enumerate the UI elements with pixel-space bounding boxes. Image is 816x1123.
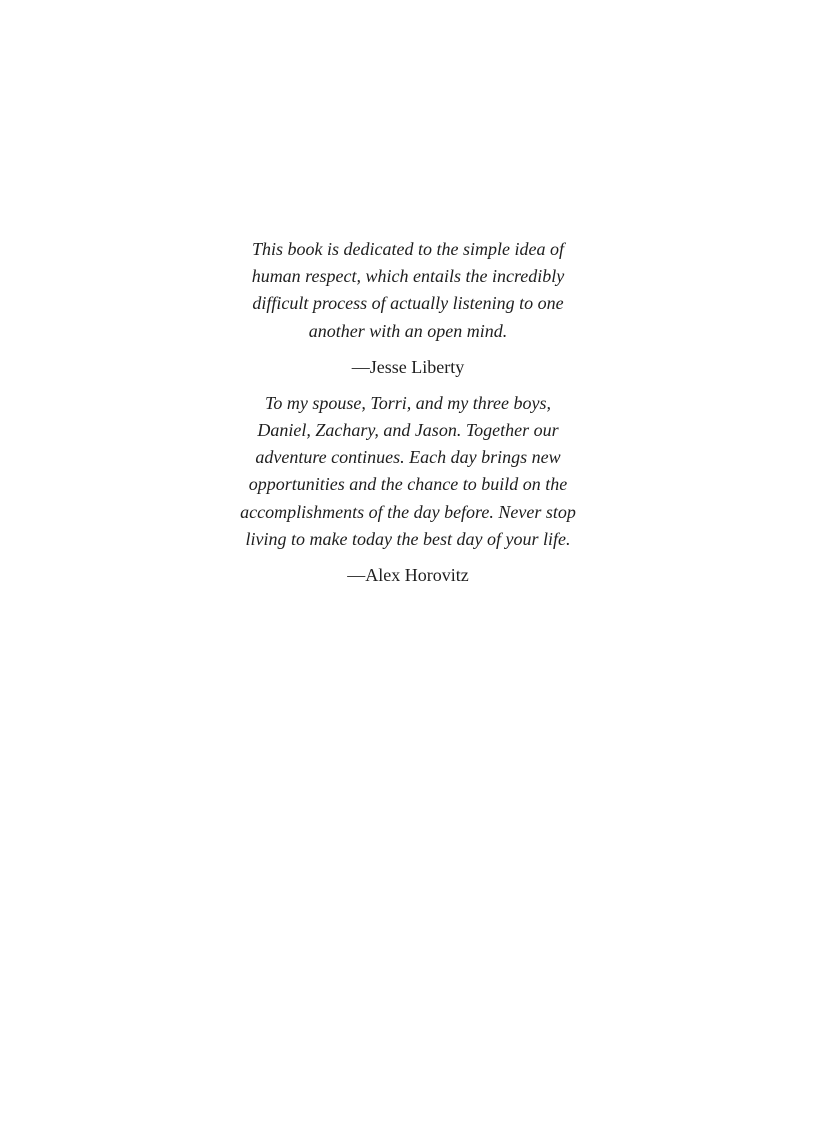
- dedication-page: [0, 236, 816, 598]
- dedication-line: Daniel, Zachary, and Jason. Together our: [257, 420, 559, 441]
- dedication-block: [0, 236, 816, 379]
- dedication-line: accomplishments of the day before. Never stop: [240, 501, 576, 522]
- dedication-line: another with an open mind.: [308, 320, 508, 341]
- dedication-signature: —Jesse Liberty: [351, 356, 465, 377]
- dedication-line: adventure continues. Each day brings new: [255, 447, 561, 468]
- dedication-text: [0, 236, 816, 345]
- dedication-line: opportunities and the chance to build on the: [248, 474, 568, 495]
- dedication-line: To my spouse, Torri, and my three boys,: [264, 392, 551, 413]
- dedication-line: This book is dedicated to the simple idea of: [252, 239, 564, 259]
- dedication-text: [0, 390, 816, 553]
- dedication-line: difficult process of actually listening to one: [252, 293, 564, 314]
- dedication-signature: —Alex Horovitz: [347, 565, 469, 586]
- dedication-line: human respect, which entails the incredibly: [251, 266, 565, 287]
- dedication-line: living to make today the best day of your life.: [245, 528, 571, 549]
- dedication-block: [0, 390, 816, 587]
